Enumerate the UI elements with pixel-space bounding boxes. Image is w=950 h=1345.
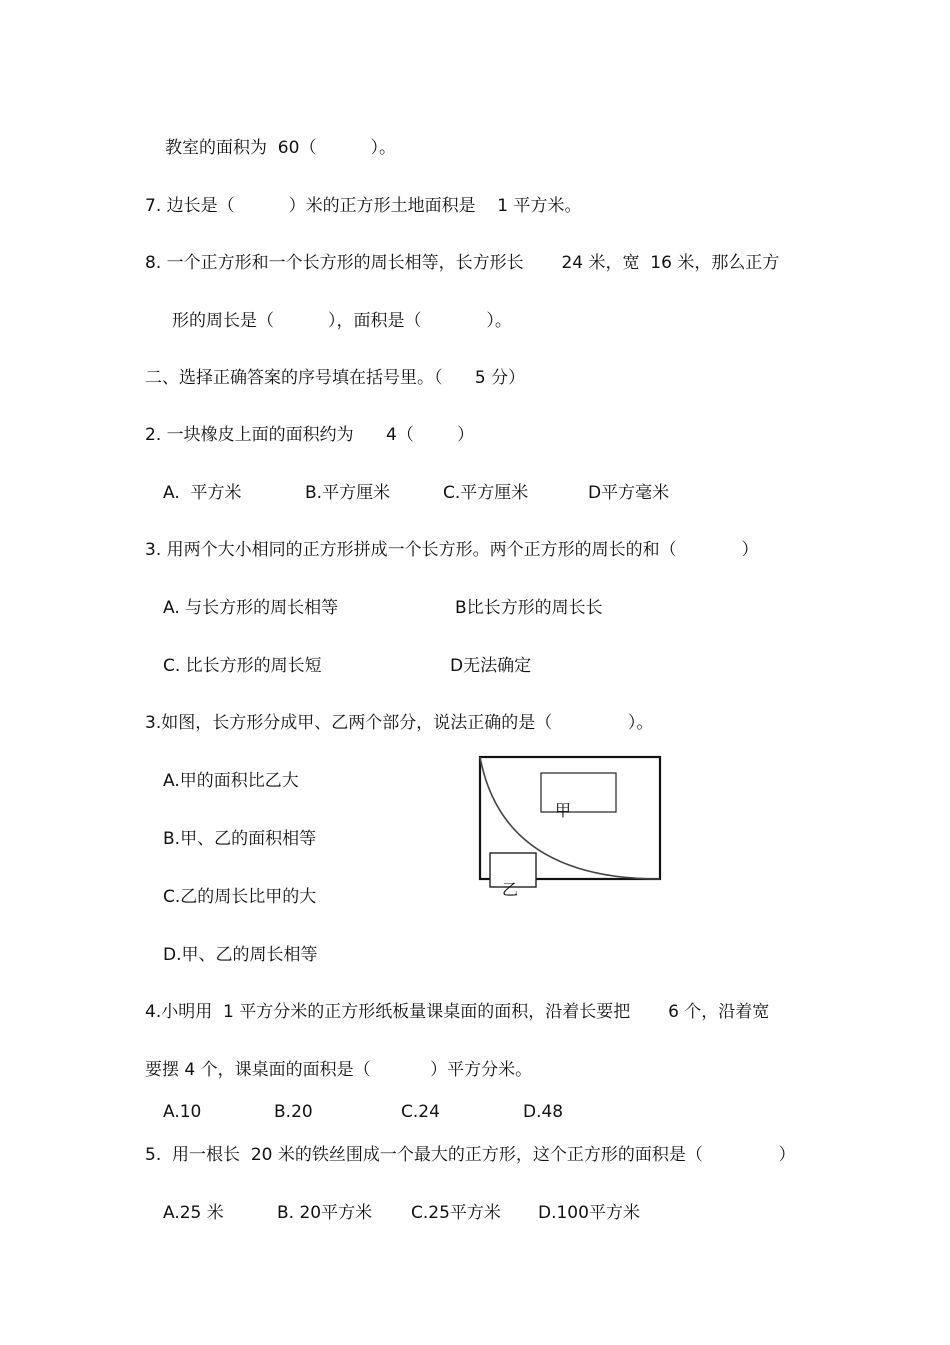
rectangle-figure [478,754,668,899]
q5-option-d: D.100平方米 [538,1203,640,1223]
q3-option-a: A. 与长方形的周长相等 [163,598,339,618]
q3b-option-c: C.乙的周长比甲的大 [163,887,317,907]
q3b-option-b: B.甲、乙的面积相等 [163,829,317,849]
question-8-line1: 8. 一个正方形和一个长方形的周长相等，长方形长 24 米，宽 16 米，那么正方 [145,253,780,273]
q5-option-a: A.25 米 [163,1203,224,1223]
label-box-jia [541,773,616,812]
q2-option-c: C.平方厘米 [443,483,529,503]
q2-option-a: A. 平方米 [163,483,242,503]
q3-option-d: D无法确定 [450,656,532,676]
question-3: 3. 用两个大小相同的正方形拼成一个长方形。两个正方形的周长的和（ ） [145,540,759,560]
q5-option-c: C.25平方米 [411,1203,501,1223]
question-5: 5. 用一根长 20 米的铁丝围成一个最大的正方形，这个正方形的面积是（ ） [145,1145,796,1165]
q4-option-c: C.24 [401,1102,440,1122]
q6-continuation: 教室的面积为 60（ ）。 [165,138,396,158]
question-4-line2: 要摆 4 个，课桌面的面积是（ ）平方分米。 [145,1060,533,1080]
question-2: 2. 一块橡皮上面的面积约为 4（ ） [145,425,475,445]
question-8-line2: 形的周长是（ ），面积是（ ）。 [172,311,512,331]
question-7: 7. 边长是（ ）米的正方形土地面积是 1 平方米。 [145,196,582,216]
label-yi: 乙 [502,880,519,899]
q3-option-c: C. 比长方形的周长短 [163,656,322,676]
section-2-heading: 二、选择正确答案的序号填在括号里。（ 5 分） [145,368,526,388]
question-4-line1: 4.小明用 1 平方分米的正方形纸板量课桌面的面积，沿着长要把 6 个，沿着宽 [145,1002,770,1022]
q4-option-d: D.48 [523,1102,564,1122]
q3-option-b: B比长方形的周长长 [455,598,603,618]
q5-option-b: B. 20平方米 [277,1203,373,1223]
q2-option-b: B.平方厘米 [305,483,391,503]
label-jia: 甲 [555,801,572,820]
q4-option-b: B.20 [274,1102,313,1122]
q4-option-a: A.10 [163,1102,202,1122]
q3b-option-d: D.甲、乙的周长相等 [163,945,318,965]
q3b-option-a: A.甲的面积比乙大 [163,771,299,791]
question-3b: 3.如图，长方形分成甲、乙两个部分，说法正确的是（ ）。 [145,713,654,733]
q2-option-d: D平方毫米 [588,483,670,503]
